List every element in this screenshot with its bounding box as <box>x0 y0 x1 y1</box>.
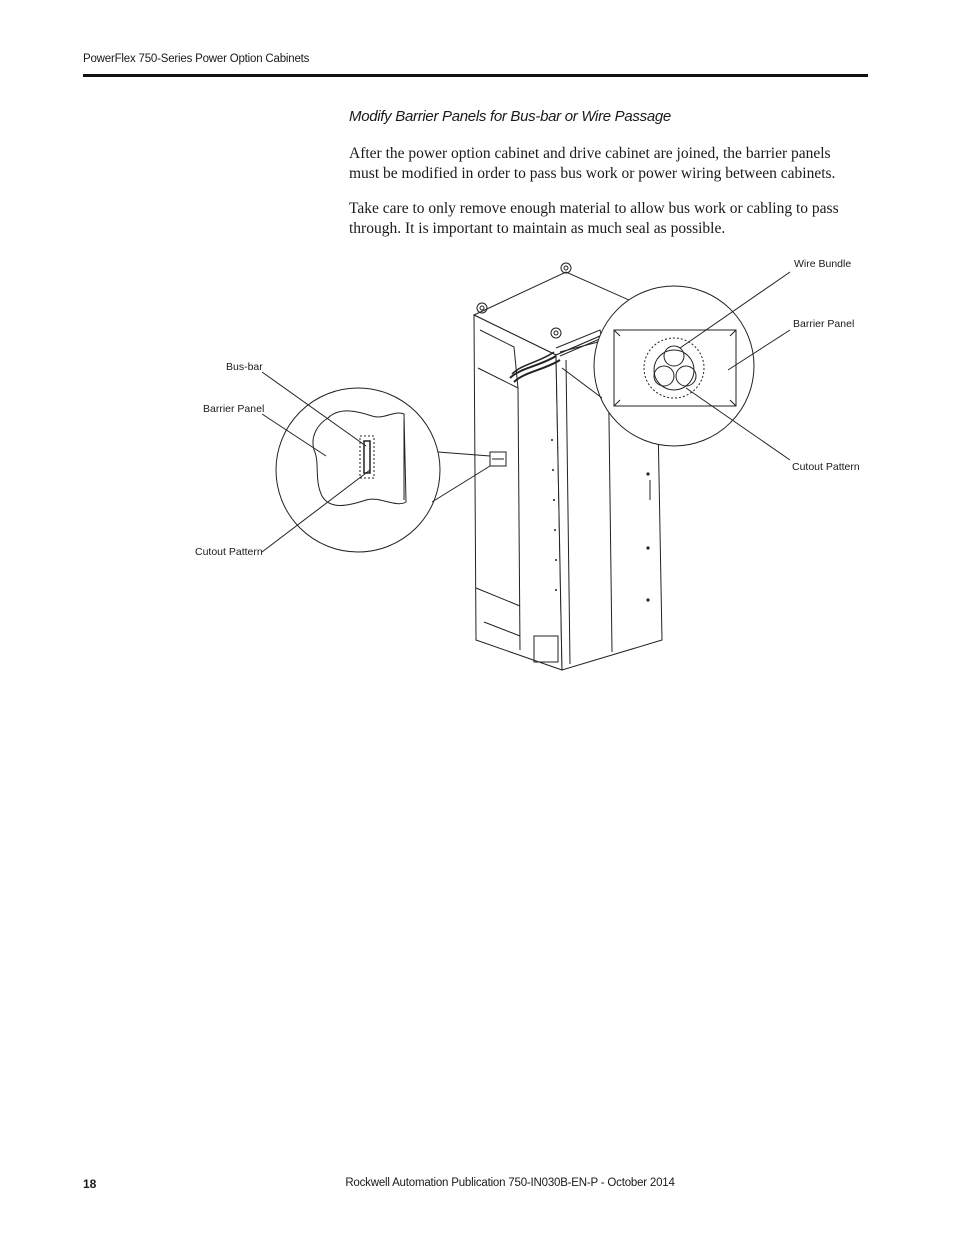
header-rule <box>83 74 868 77</box>
footer-publication <box>0 1177 954 1189</box>
page-number: 18 <box>83 1177 97 1191</box>
label-cutout-pattern-right: Cutout Pattern <box>792 461 860 473</box>
cabinet-side-face <box>474 315 562 670</box>
label-barrier-panel-left: Barrier Panel <box>203 403 265 415</box>
label-wire-bundle: Wire Bundle <box>794 258 852 270</box>
body-paragraph-1: After the power option cabinet and drive cabinet are joined, the barrier panels must be modified in order to pass bus work or power wiring between cabinets. <box>349 145 836 182</box>
running-header: PowerFlex 750-Series Power Option Cabinets <box>83 53 310 65</box>
section-title: Modify Barrier Panels for Bus-bar or Wire Passage <box>349 108 671 125</box>
label-barrier-panel-right: Barrier Panel <box>793 318 855 330</box>
body-paragraph-2: Take care to only remove enough material to allow bus work or cabling to pass through. It is important to maintain as much seal as possible. <box>349 200 839 237</box>
footer-publication-text: Rockwell Automation Publication 750-IN030B-EN-P - October 2014 <box>345 1177 675 1189</box>
cabinet-illustration <box>190 255 870 685</box>
label-cutout-pattern-left: Cutout Pattern <box>195 546 263 558</box>
label-bus-bar: Bus-bar <box>226 361 263 373</box>
